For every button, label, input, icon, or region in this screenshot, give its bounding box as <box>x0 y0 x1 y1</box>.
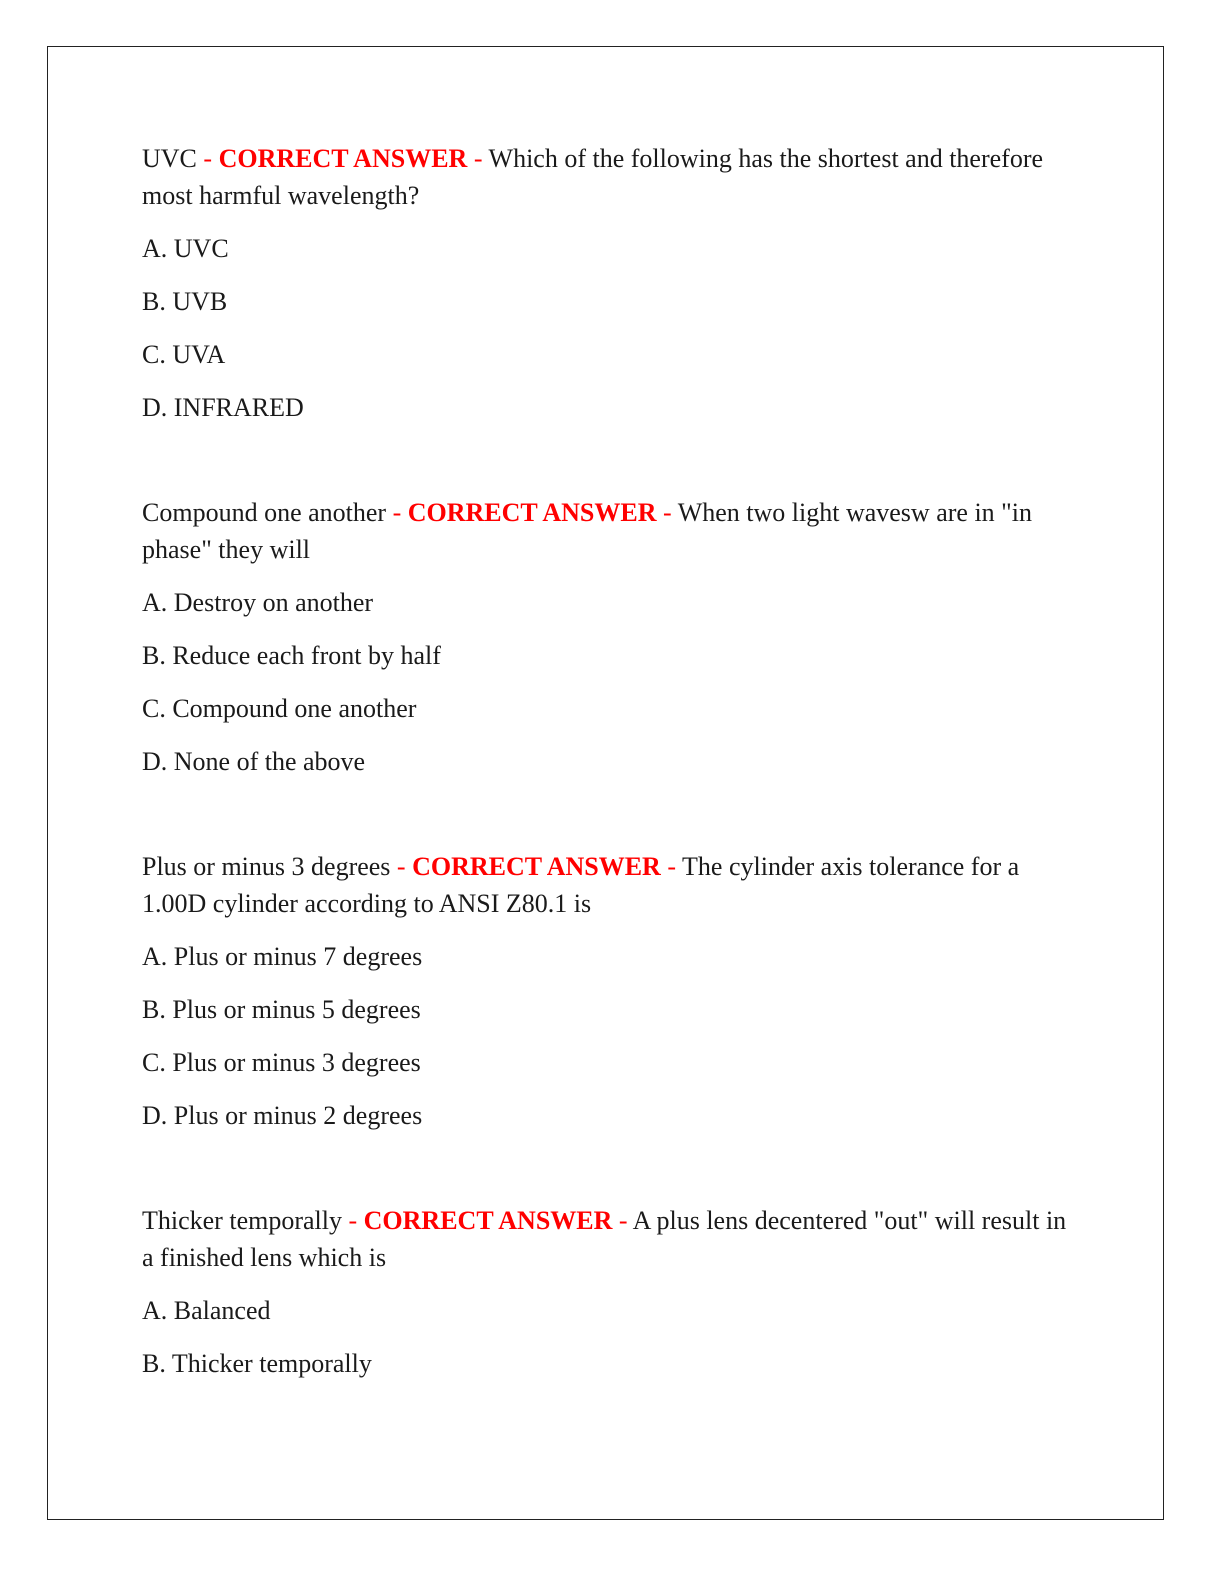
correct-answer-label: CORRECT ANSWER <box>218 144 468 173</box>
separator: - <box>341 1206 364 1235</box>
option-b: B. Thicker temporally <box>142 1349 372 1378</box>
option-a: A. Balanced <box>142 1296 271 1325</box>
question-stem <box>142 848 1082 922</box>
separator: - <box>656 498 678 527</box>
option-a: A. Plus or minus 7 degrees <box>142 942 423 971</box>
answer-text: Plus or minus 3 degrees <box>142 852 391 881</box>
correct-answer-label: CORRECT ANSWER <box>407 498 657 527</box>
option-d: D. INFRARED <box>142 393 304 422</box>
option-c: C. Compound one another <box>142 694 417 723</box>
option-b: B. Reduce each front by half <box>142 641 441 670</box>
option-c: C. UVA <box>142 340 226 369</box>
question-text: The cylinder axis tolerance for a 1.00D cylinder according to ANSI Z80.1 is <box>142 852 1020 918</box>
option-d: D. None of the above <box>142 747 366 776</box>
correct-answer-label: CORRECT ANSWER <box>412 852 661 881</box>
option-b: B. Plus or minus 5 degrees <box>142 995 421 1024</box>
document-content <box>142 140 1082 1398</box>
block-spacer <box>142 1150 1082 1202</box>
option-b: B. UVB <box>142 287 228 316</box>
question-stem <box>142 140 1082 214</box>
separator: - <box>660 852 683 881</box>
question-text: When two light wavesw are in "in phase" they will <box>142 498 1033 564</box>
answer-text: Compound one another <box>142 498 387 527</box>
question-block-3 <box>142 848 1082 1134</box>
separator: - <box>467 144 489 173</box>
separator: - <box>390 852 413 881</box>
separator: - <box>612 1206 633 1235</box>
answer-text: Thicker temporally <box>142 1206 342 1235</box>
correct-answer-label: CORRECT ANSWER <box>363 1206 613 1235</box>
question-text: A plus lens decentered "out" will result in a finished lens which is <box>142 1206 1067 1272</box>
option-a: A. Destroy on another <box>142 588 374 617</box>
question-stem <box>142 1202 1082 1276</box>
option-a: A. UVC <box>142 234 229 263</box>
separator: - <box>386 498 408 527</box>
option-d: D. Plus or minus 2 degrees <box>142 1101 423 1130</box>
block-spacer <box>142 796 1082 848</box>
separator: - <box>196 144 219 173</box>
question-text: Which of the following has the shortest and therefore most harmful wavelength? <box>142 144 1044 210</box>
question-block-4 <box>142 1202 1082 1382</box>
question-block-1 <box>142 140 1082 426</box>
question-block-2 <box>142 494 1082 780</box>
option-c: C. Plus or minus 3 degrees <box>142 1048 421 1077</box>
block-spacer <box>142 442 1082 494</box>
answer-text: UVC <box>142 144 197 173</box>
question-stem <box>142 494 1082 568</box>
